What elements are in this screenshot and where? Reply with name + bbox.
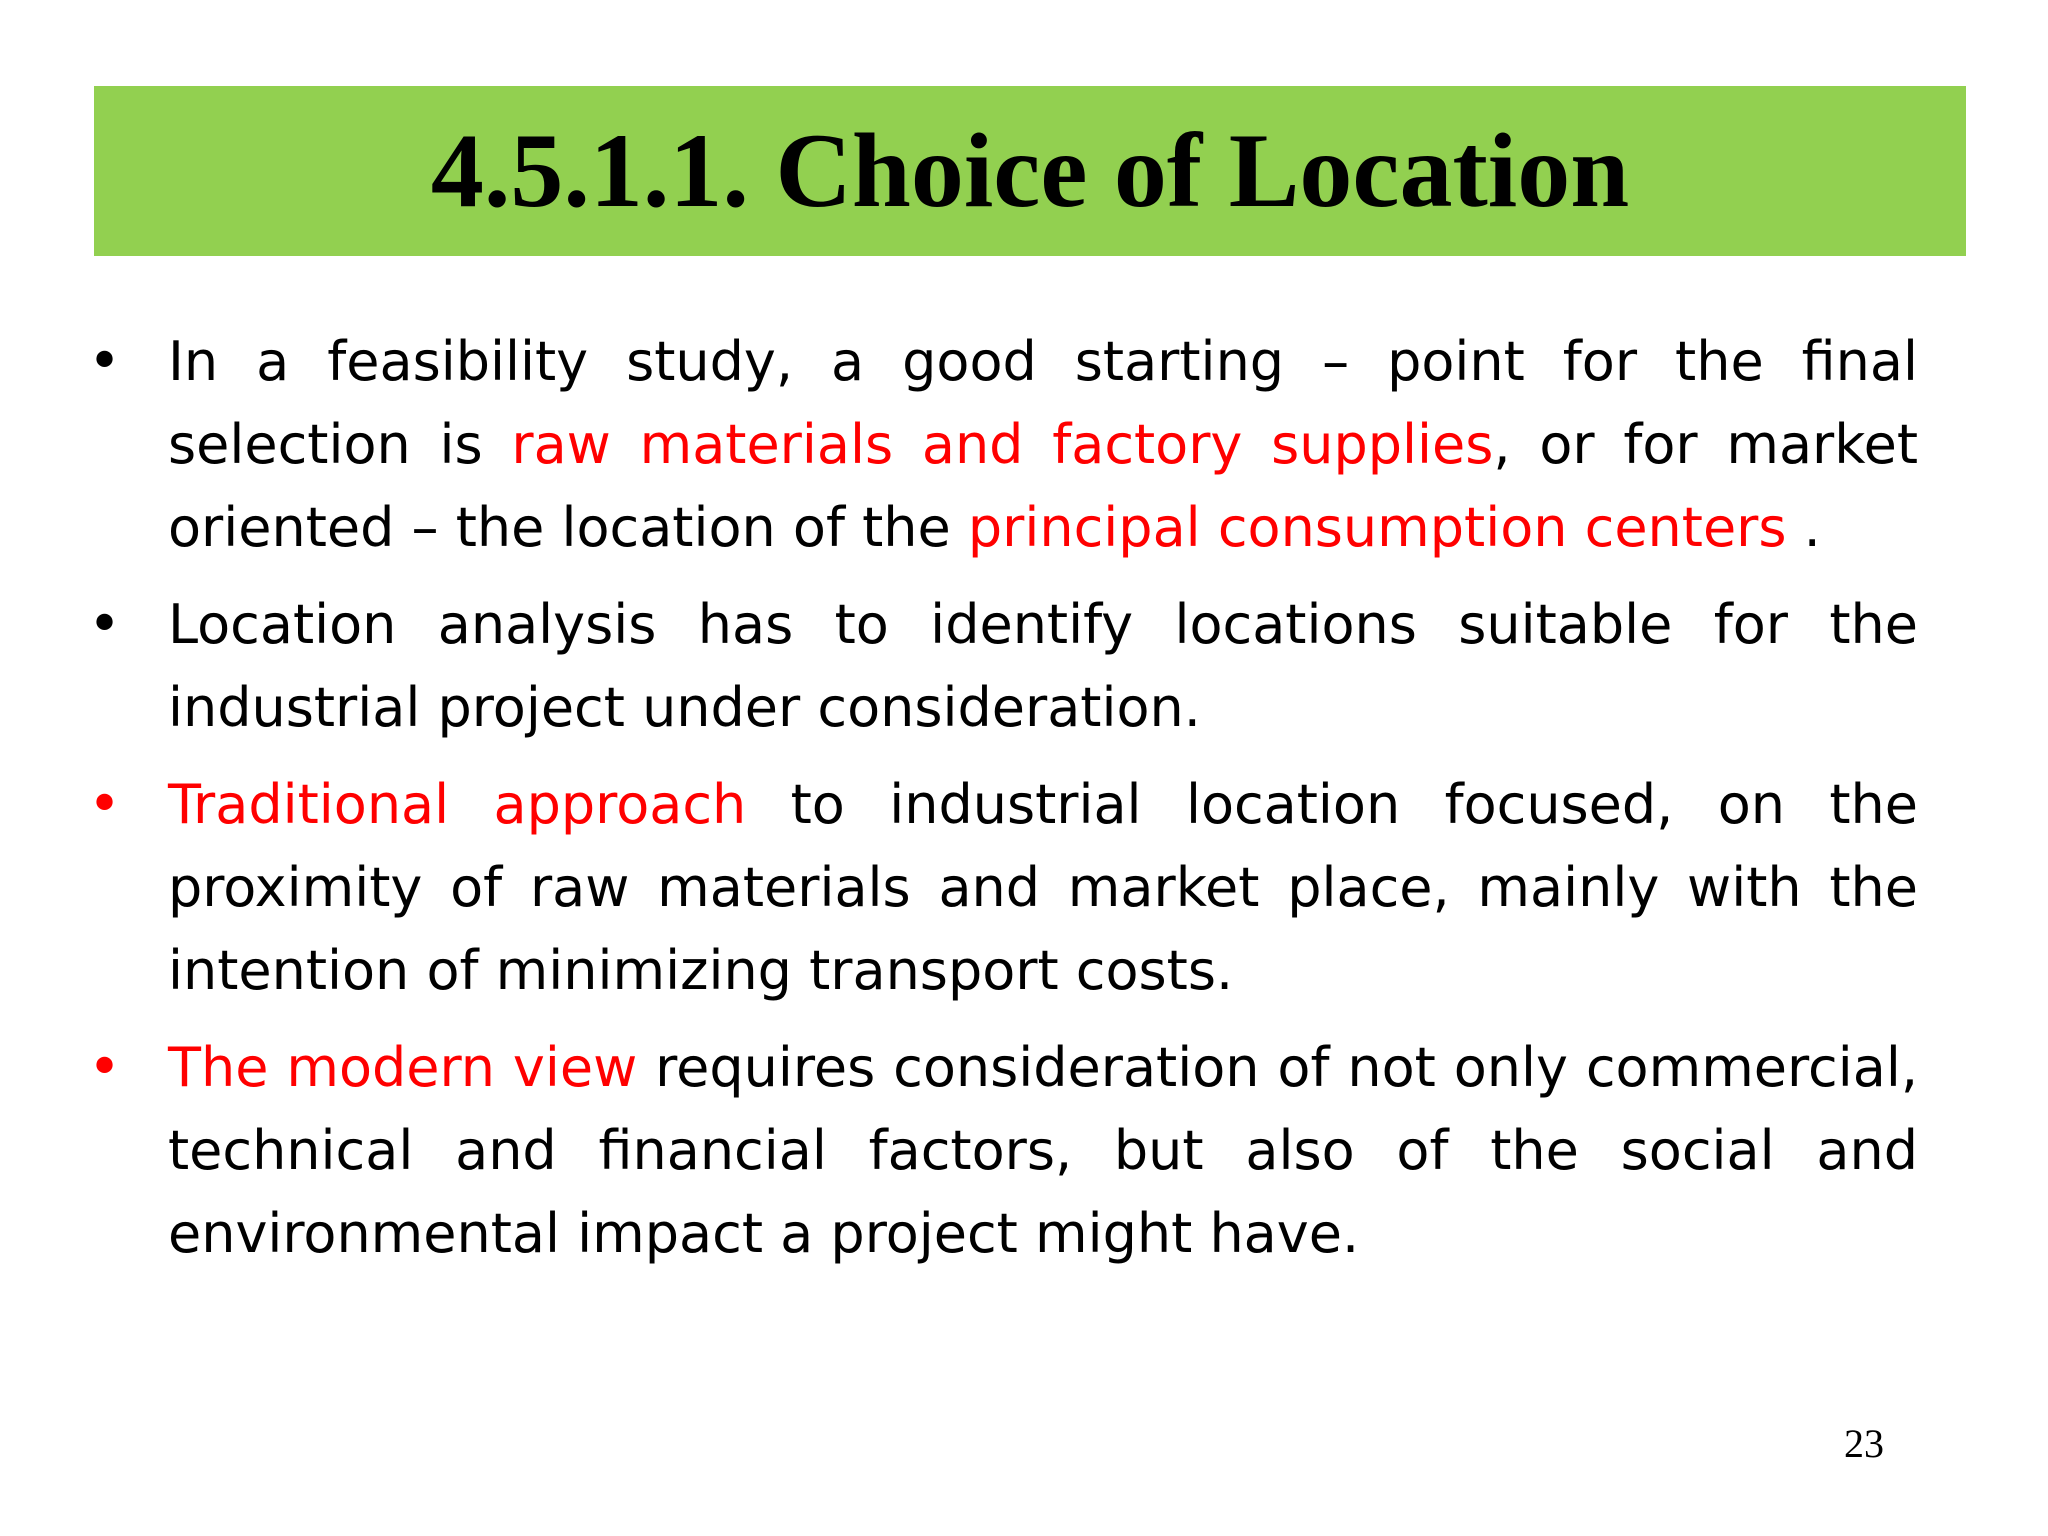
highlight-modern-view: The modern view (168, 1036, 638, 1099)
bullet-dot-icon: • (88, 592, 122, 657)
text-segment: , or for market oriented – the location of the (168, 413, 1918, 559)
text-segment: . (1786, 496, 1821, 559)
bullet-item-3 (88, 763, 1918, 1012)
highlight-raw-materials: raw materials and factory supplies (511, 413, 1494, 476)
page-number: 23 (1844, 1421, 1884, 1466)
text-segment: In a feasibility study, a good starting – point for the final selection is (168, 330, 1918, 476)
highlight-traditional-approach: Traditional approach (168, 773, 747, 836)
bullet-item-2 (88, 583, 1918, 749)
bullet-text-1 (168, 320, 1918, 569)
slide-title: 4.5.1.1. Choice of Location (430, 112, 1630, 229)
bullet-dot-red-icon: • (88, 1035, 122, 1100)
bullet-dot-icon: • (88, 329, 122, 394)
text-segment: Location analysis has to identify locations suitable for the industrial project under consideration. (168, 593, 1918, 739)
bullet-item-4 (88, 1026, 1918, 1275)
text-segment: to industrial location focused, on the proximity of raw materials and market place, mainly with the intention of minimizing transport costs. (168, 773, 1918, 1002)
bullet-dot-red-icon: • (88, 772, 122, 837)
bullet-text-4 (168, 1026, 1918, 1275)
bullet-text-3 (168, 763, 1918, 1012)
text-segment: requires consideration of not only commercial, technical and financial factors, but also of the social and environmental impact a project might have. (168, 1036, 1918, 1265)
title-bar (94, 86, 1966, 256)
bullet-item-1 (88, 320, 1918, 569)
bullet-text-2 (168, 583, 1918, 749)
bullet-list (88, 320, 1918, 1289)
highlight-consumption-centers: principal consumption centers (967, 496, 1787, 559)
